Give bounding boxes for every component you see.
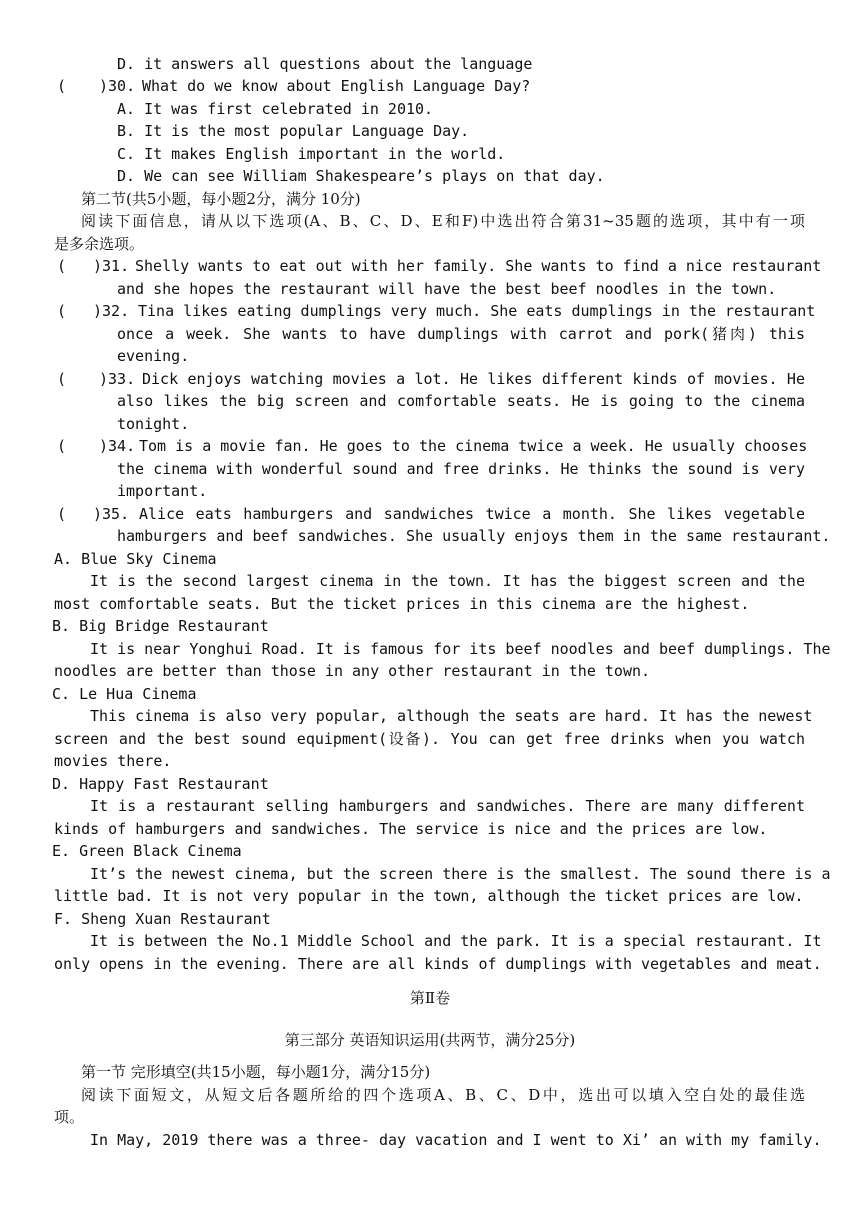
volume2-title: 第Ⅱ卷 xyxy=(409,989,451,1007)
q35-number: )35. xyxy=(93,505,130,523)
q31-text-line1: Shelly wants to eat out with her family. She wants to find a nice restaurant xyxy=(135,257,822,275)
q31-answer-paren-open: ( xyxy=(57,257,67,275)
section2-heading: 第二节(共5小题，每小题2分，满分 10分) xyxy=(81,190,361,208)
part3-heading: 第三部分 英语知识运用(共两节，满分25分) xyxy=(284,1031,576,1049)
option-f-text-line2: only opens in the evening. There are all kinds of dumplings with vegetables and meat. xyxy=(54,955,822,973)
q30-question: What do we know about English Language Day? xyxy=(142,77,531,95)
q32-text-line2: once a week. She wants to have dumplings with carrot and pork(猪肉) this xyxy=(117,325,805,343)
option-b-text-line2: noodles are better than those in any other restaurant in the town. xyxy=(54,662,651,680)
option-f-text-line1: It is between the No.1 Middle School and the park. It is a special restaurant. It xyxy=(90,932,822,950)
q30-number: )30. xyxy=(99,77,136,95)
section2-instructions-line1: 阅读下面信息，请从以下选项(A、B、C、D、E和F)中选出符合第31~35题的选项，其中有一项 xyxy=(81,212,805,230)
option-b-title: B. Big Bridge Restaurant xyxy=(52,617,269,635)
option-c-title: C. Le Hua Cinema xyxy=(52,685,197,703)
q33-answer-paren-open: ( xyxy=(57,370,67,388)
q34-text-line2: the cinema with wonderful sound and free drinks. He thinks the sound is very xyxy=(117,460,805,478)
option-d-text-line2: kinds of hamburgers and sandwiches. The service is nice and the prices are low. xyxy=(54,820,768,838)
q35-answer-paren-open: ( xyxy=(57,505,67,523)
q34-number: )34. xyxy=(99,437,136,455)
q30-option-c: C. It makes English important in the world. xyxy=(117,145,506,163)
option-e-text-line2: little bad. It is not very popular in the town, although the ticket prices are low. xyxy=(54,887,804,905)
q33-text-line3: tonight. xyxy=(117,415,190,433)
q33-text-line2: also likes the big screen and comfortable seats. He is going to the cinema xyxy=(117,392,805,410)
q34-text-line1: Tom is a movie fan. He goes to the cinema twice a week. He usually chooses xyxy=(139,437,808,455)
q29-option-d: D. it answers all questions about the language xyxy=(117,55,533,73)
option-c-text-line1: This cinema is also very popular, although the seats are hard. It has the newest xyxy=(90,707,813,725)
q35-text-line2: hamburgers and beef sandwiches. She usually enjoys them in the same restaurant. xyxy=(117,527,831,545)
cloze-instructions-line1: 阅读下面短文，从短文后各题所给的四个选项A、B、C、D中，选出可以填入空白处的最佳选 xyxy=(81,1086,805,1104)
cloze-passage-line1: In May, 2019 there was a three- day vacation and I went to Xi’ an with my family. xyxy=(90,1131,822,1149)
q32-text-line1: Tina likes eating dumplings very much. She eats dumplings in the restaurant xyxy=(138,302,816,320)
option-b-text-line1: It is near Yonghui Road. It is famous for its beef noodles and beef dumplings. The xyxy=(90,640,831,658)
q34-answer-paren-open: ( xyxy=(57,437,67,455)
cloze-instructions-line2: 项。 xyxy=(54,1108,85,1126)
option-c-text-line2: screen and the best sound equipment(设备). You can get free drinks when you watch xyxy=(54,730,805,748)
option-e-title: E. Green Black Cinema xyxy=(52,842,242,860)
option-d-title: D. Happy Fast Restaurant xyxy=(52,775,269,793)
section2-instructions-line2: 是多余选项。 xyxy=(54,235,145,253)
q32-answer-paren-open: ( xyxy=(57,302,67,320)
q30-answer-paren-open: ( xyxy=(57,77,67,95)
q30-option-b: B. It is the most popular Language Day. xyxy=(117,122,470,140)
q33-number: )33. xyxy=(99,370,136,388)
option-f-title: F. Sheng Xuan Restaurant xyxy=(54,910,271,928)
q30-option-a: A. It was first celebrated in 2010. xyxy=(117,100,434,118)
option-d-text-line1: It is a restaurant selling hamburgers and sandwiches. There are many different xyxy=(90,797,805,815)
q35-text-line1: Alice eats hamburgers and sandwiches twice a month. She likes vegetable xyxy=(139,505,805,523)
option-a-text-line2: most comfortable seats. But the ticket prices in this cinema are the highest. xyxy=(54,595,750,613)
q31-text-line2: and she hopes the restaurant will have the best beef noodles in the town. xyxy=(117,280,777,298)
option-c-text-line3: movies there. xyxy=(54,752,172,770)
option-e-text-line1: It’s the newest cinema, but the screen there is the smallest. The sound there is a xyxy=(90,865,831,883)
option-a-title: A. Blue Sky Cinema xyxy=(54,550,217,568)
q34-text-line3: important. xyxy=(117,482,208,500)
q33-text-line1: Dick enjoys watching movies a lot. He likes different kinds of movies. He xyxy=(142,370,805,388)
q31-number: )31. xyxy=(93,257,130,275)
cloze-section-heading: 第一节 完形填空(共15小题，每小题1分，满分15分) xyxy=(81,1063,431,1081)
q30-option-d: D. We can see William Shakespeare’s plays on that day. xyxy=(117,167,605,185)
option-a-text-line1: It is the second largest cinema in the town. It has the biggest screen and the xyxy=(90,572,805,590)
q32-text-line3: evening. xyxy=(117,347,190,365)
q32-number: )32. xyxy=(93,302,130,320)
